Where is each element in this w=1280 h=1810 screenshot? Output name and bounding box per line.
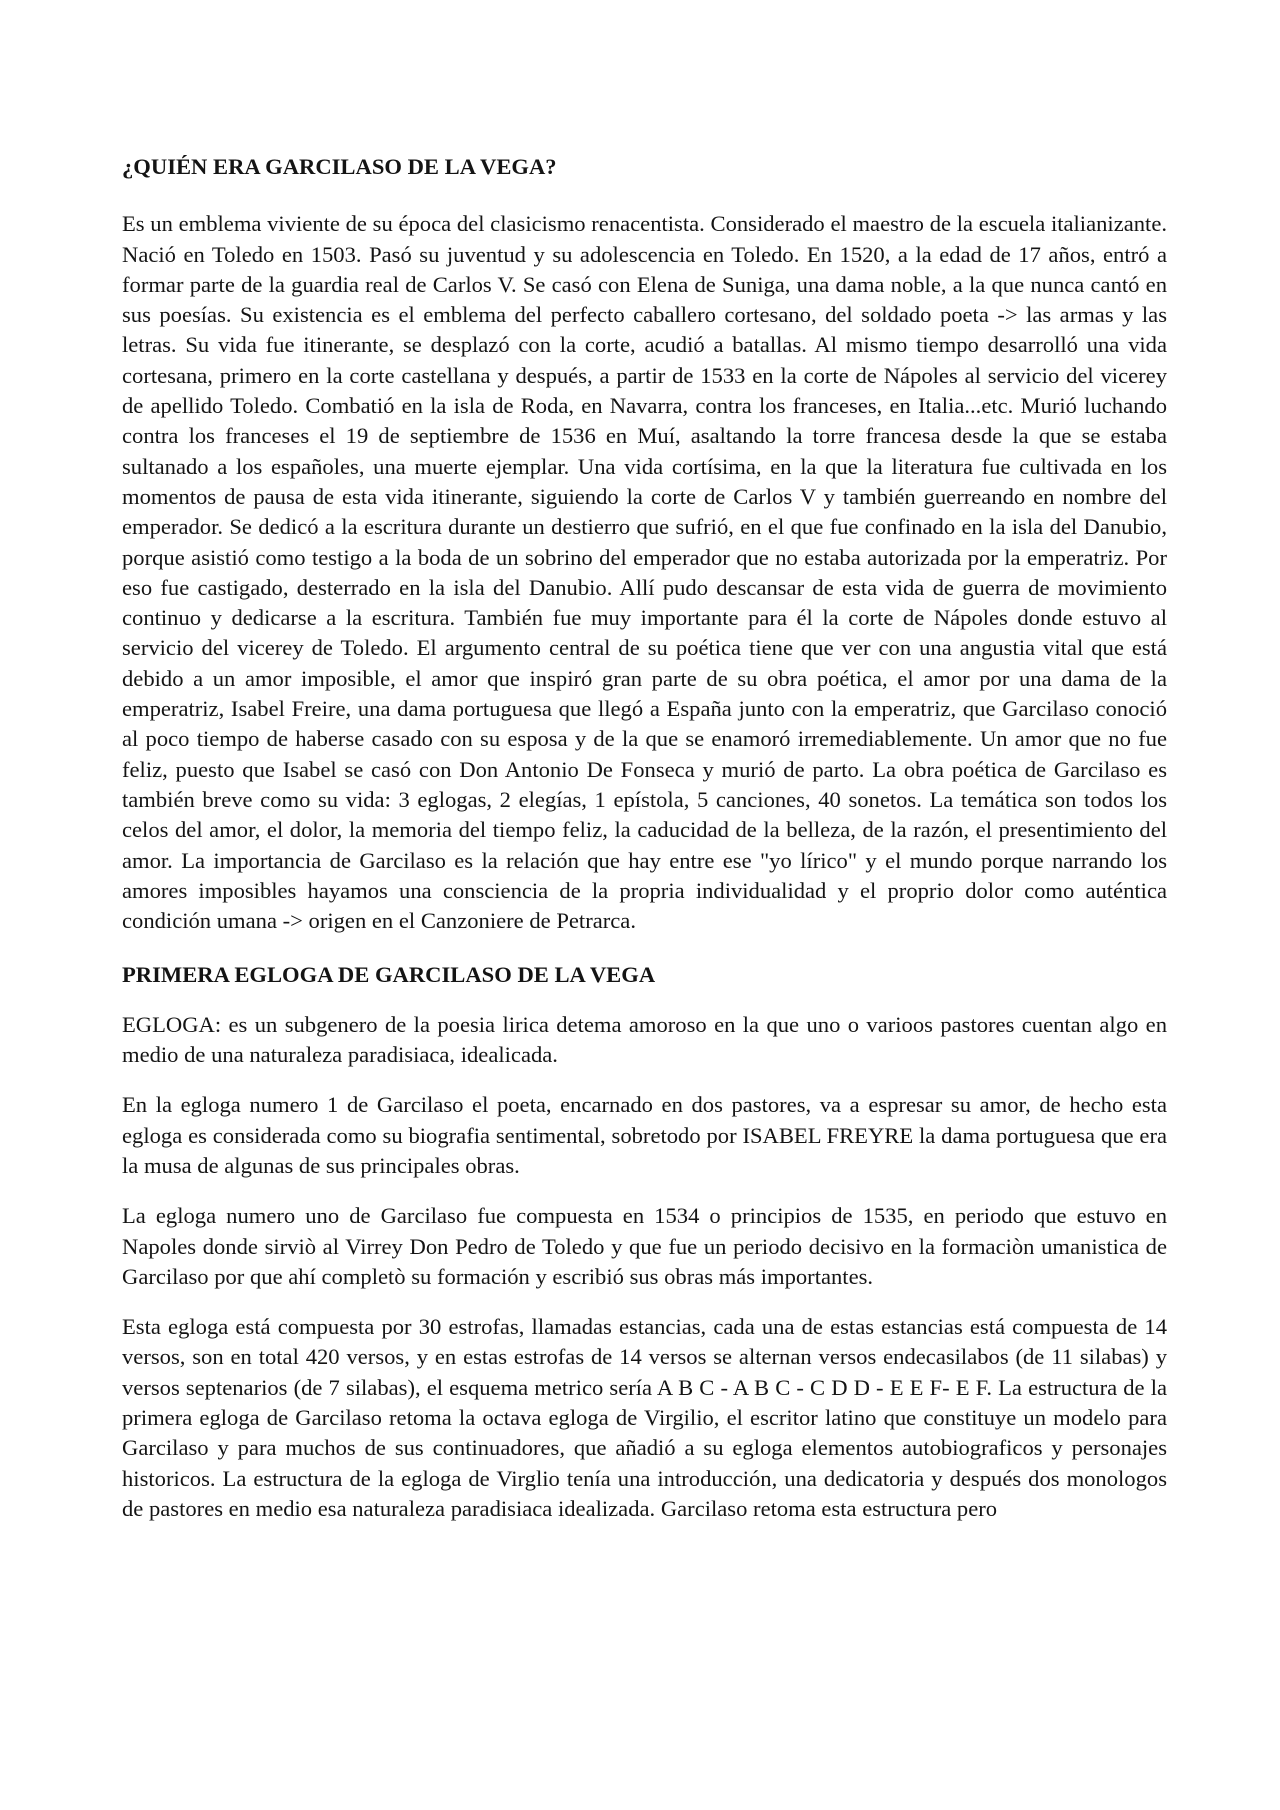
biography-paragraph: Es un emblema viviente de su época del clasicismo renacentista. Considerado el maestro de la escuela italianizante. Nació en Toledo en 1503. Pasó su juventud y su adolescencia en Toledo. En 1520, a la edad de 17 años, entró a formar parte de la guardia real de Carlos V. Se casó con Elena de Suniga, una dama noble, a la que nunca cantó en sus poesías. Su existencia es el emblema del perfecto caballero cortesano, del soldado poeta -> las armas y las letras. Su vida fue itinerante, se desplazó con la corte, acudió a batallas. Al mismo tiempo desarrolló una vida cortesana, primero en la corte castellana y después, a partir de 1533 en la corte de Nápoles al servicio del vicerey de apellido Toledo. Combatió en la isla de Roda, en Navarra, contra los franceses, en Italia...etc. Murió luchando contra los franceses el 19 de septiembre de 1536 en Muí, asaltando la torre francesa desde la que se estaba sultanado a los españoles, una muerte ejemplar. Una vida cortísima, en la que la literatura fue cultivada en los momentos de pausa de esta vida itinerante, siguiendo la corte de Carlos V y también guerreando en nombre del emperador. Se dedicó a la escritura durante un destierro que sufrió, en el que fue confinado en la isla del Danubio, porque asistió como testigo a la boda de un sobrino del emperador que no estaba autorizada por la emperatriz. Por eso fue castigado, desterrado en la isla del Danubio. Allí pudo descansar de esta vida de guerra de movimiento continuo y dedicarse a la escritura. También fue muy importante para él la corte de Nápoles donde estuvo al servicio del vicerey de Toledo. El argumento central de su poética tiene que ver con una angustia vital que está debido a un amor imposible, el amor que inspiró gran parte de su obra poética, el amor por una dama de la emperatriz, Isabel Freire, una dama portuguesa que llegó a España junto con la emperatriz, que Garcilaso conoció al poco tiempo de haberse casado con su esposa y de la que se enamoró irremediablemente. Un amor que no fue feliz, puesto que Isabel se casó con Don Antonio De Fonseca y murió de parto. La obra poética de Garcilaso es también breve como su vida: 3 eglogas, 2 elegías, 1 epístola, 5 canciones, 40 sonetos. La temática son todos los celos del amor, el dolor, la memoria del tiempo feliz, la caducidad de la belleza, de la razón, el presentimiento del amor. La importancia de Garcilaso es la relación que hay entre ese "yo lírico" y el mundo porque narrando los amores imposibles hayamos una consciencia de la propria individualidad y el proprio dolor como auténtica condición umana -> origen en el Canzoniere de Petrarca. <box>122 211 1167 934</box>
egloga-structure-paragraph: Esta egloga está compuesta por 30 estrofas, llamadas estancias, cada una de estas estancias está compuesta de 14 versos, son en total 420 versos, y en estas estrofas de 14 versos se alternan versos endecasilabos (de 11 silabas) y versos septenarios (de 7 silabas), el esquema metrico sería A B C - A B C - C D D - E E F- E F. La estructura de la primera egloga de Garcilaso retoma la octava egloga de Virgilio, el escritor latino que constituye un modelo para Garcilaso y para muchos de sus continuadores, que añadió a su egloga elementos autobiograficos y personajes historicos. La estructura de la egloga de Virglio tenía una introducción, una dedicatoria y después dos monologos de pastores en medio esa naturaleza paradisiaca idealizada. Garcilaso retoma esta estructura pero <box>122 1314 1167 1521</box>
egloga-biography-paragraph: En la egloga numero 1 de Garcilaso el poeta, encarnado en dos pastores, va a espresar su amor, de hecho esta egloga es considerada como su biografia sentimental, sobretodo por ISABEL FREYRE la dama portuguesa que era la musa de algunas de sus principales obras. <box>122 1092 1167 1178</box>
section-heading-quien-era-garcilaso: ¿QUIÉN ERA GARCILASO DE LA VEGA? <box>122 154 557 179</box>
egloga-definition-paragraph: EGLOGA: es un subgenero de la poesia lirica detema amoroso en la que uno o varioos pastores cuentan algo en medio de una naturaleza paradisiaca, idealicada. <box>122 1011 1167 1068</box>
egloga-composition-paragraph: La egloga numero uno de Garcilaso fue compuesta en 1534 o principios de 1535, en periodo que estuvo en Napoles donde sirviò al Virrey Don Pedro de Toledo y que fue un periodo decisivo en la formaciòn umanistica de Garcilaso por que ahí completò su formación y escribió sus obras más importantes. <box>122 1203 1167 1289</box>
section-heading-primera-egloga: PRIMERA EGLOGA DE GARCILASO DE LA VEGA <box>122 962 656 988</box>
